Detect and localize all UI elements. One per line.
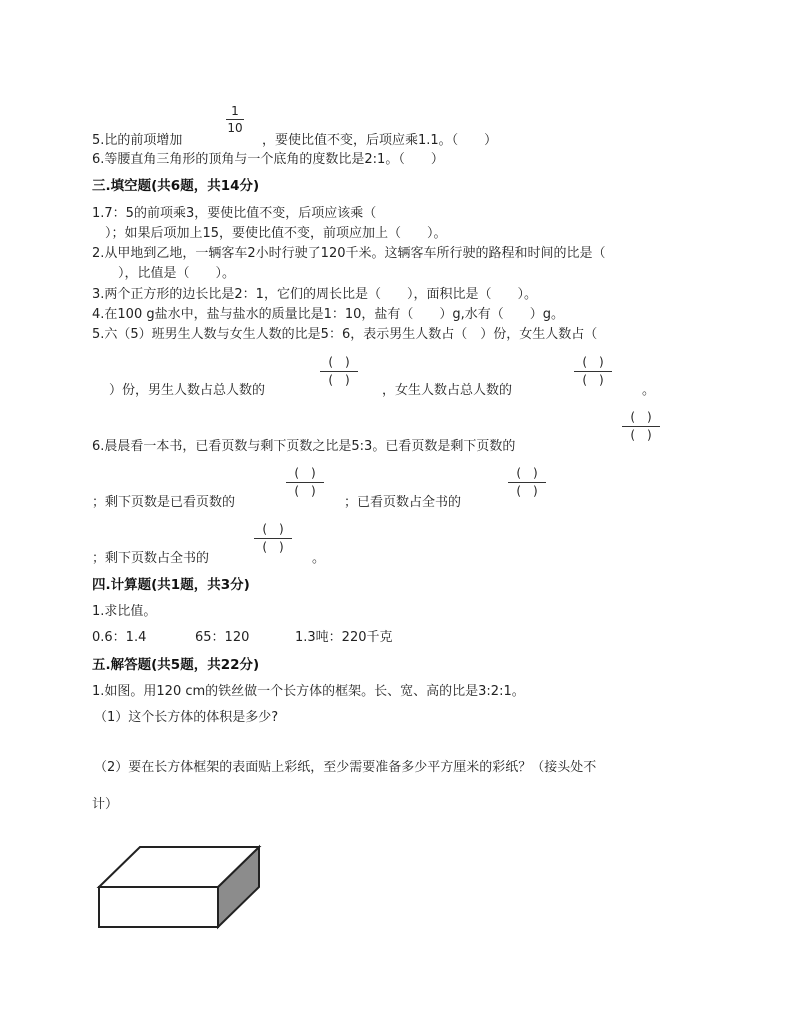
cuboid-figure [92, 840, 272, 936]
blank-denominator: ( ) [630, 428, 652, 442]
blank-numerator: ( ) [328, 355, 350, 369]
blank-denominator: ( ) [516, 484, 538, 498]
s3-q6-line2a: ；剩下页数是已看页数的 [92, 495, 236, 510]
blank-fraction [282, 466, 328, 499]
section3-heading: 三.填空题(共6题，共14分) [92, 178, 260, 194]
s5-part2-line2: 计） [92, 797, 119, 812]
blank-numerator: ( ) [262, 522, 284, 536]
q5-text-after: ，要使比值不变，后项应乘1.1。（ ） [262, 133, 498, 148]
blank-numerator: ( ) [582, 355, 604, 369]
fraction-bar [574, 371, 612, 372]
blank-fraction [570, 355, 616, 388]
fraction-bar [622, 426, 660, 427]
blank-fraction [504, 466, 550, 499]
s5-q1: 1.如图。用120 cm的铁丝做一个长方体的框架。长、宽、高的比是3:2:1。 [92, 684, 525, 699]
s3-q4: 4.在100 g盐水中，盐与盐水的质量比是1：10，盐有（ ）g,水有（ ）g。 [92, 307, 565, 322]
s3-q6-line3a: ；剩下页数占全书的 [92, 551, 210, 566]
blank-numerator: ( ) [516, 466, 538, 480]
fraction-denominator: 10 [227, 121, 243, 135]
s4-item: 65：120 [195, 630, 250, 645]
fraction-bar [226, 119, 244, 120]
blank-denominator: ( ) [582, 373, 604, 387]
s5-part2-line1: （2）要在长方体框架的表面贴上彩纸，至少需要准备多少平方厘米的彩纸？（接头处不 [94, 760, 597, 775]
q6-true-false: 6.等腰直角三角形的顶角与一个底角的度数比是2:1。（ ） [92, 152, 444, 167]
q5-true-false [92, 132, 182, 150]
s3-q1-line2: ）；如果后项加上15，要使比值不变，前项应加上（ ）。 [92, 226, 447, 241]
blank-numerator: ( ) [630, 410, 652, 424]
fraction-bar [254, 538, 292, 539]
blank-fraction [250, 522, 296, 555]
cuboid-front-face [99, 887, 218, 927]
s3-q6-line2b: ；已看页数占全书的 [344, 495, 462, 510]
s3-q6-line3b: 。 [312, 551, 326, 566]
fraction-bar [320, 371, 358, 372]
s3-q3: 3.两个正方形的边长比是2：1，它们的周长比是（ ），面积比是（ ）。 [92, 287, 537, 302]
s3-q5-line1: 5.六（5）班男生人数与女生人数的比是5：6，表示男生人数占（ ）份，女生人数占（ [92, 327, 598, 342]
fraction-one-tenth [226, 104, 244, 135]
section4-heading: 四.计算题(共1题，共3分) [92, 577, 250, 593]
s3-q5-line2a: ）份，男生人数占总人数的 [96, 383, 266, 398]
s4-item: 0.6：1.4 [92, 630, 147, 645]
q5-text-before: 5.比的前项增加 [92, 133, 183, 148]
s3-q5-line2b: ，女生人数占总人数的 [382, 383, 513, 398]
fraction-bar [508, 482, 546, 483]
s3-q1-line1: 1.7：5的前项乘3，要使比值不变，后项应该乘（ [92, 206, 377, 221]
blank-numerator: ( ) [294, 466, 316, 480]
blank-fraction [618, 410, 664, 443]
s3-q6-line1: 6.晨晨看一本书，已看页数与剩下页数之比是5:3。已看页数是剩下页数的 [92, 439, 516, 454]
fraction-numerator: 1 [231, 104, 239, 118]
blank-fraction [316, 355, 362, 388]
fraction-bar [286, 482, 324, 483]
blank-denominator: ( ) [294, 484, 316, 498]
blank-denominator: ( ) [262, 540, 284, 554]
blank-denominator: ( ) [328, 373, 350, 387]
s3-q2-line2: ），比值是（ ）。 [92, 266, 236, 281]
s4-item: 1.3吨：220千克 [295, 630, 393, 645]
s5-part1: （1）这个长方体的体积是多少? [94, 710, 279, 725]
s3-q5-line2c: 。 [642, 383, 656, 398]
s4-q1: 1.求比值。 [92, 604, 157, 619]
s3-q2-line1: 2.从甲地到乙地，一辆客车2小时行驶了120千米。这辆客车所行驶的路程和时间的比是（ [92, 246, 606, 261]
section5-heading: 五.解答题(共5题，共22分) [92, 657, 260, 673]
